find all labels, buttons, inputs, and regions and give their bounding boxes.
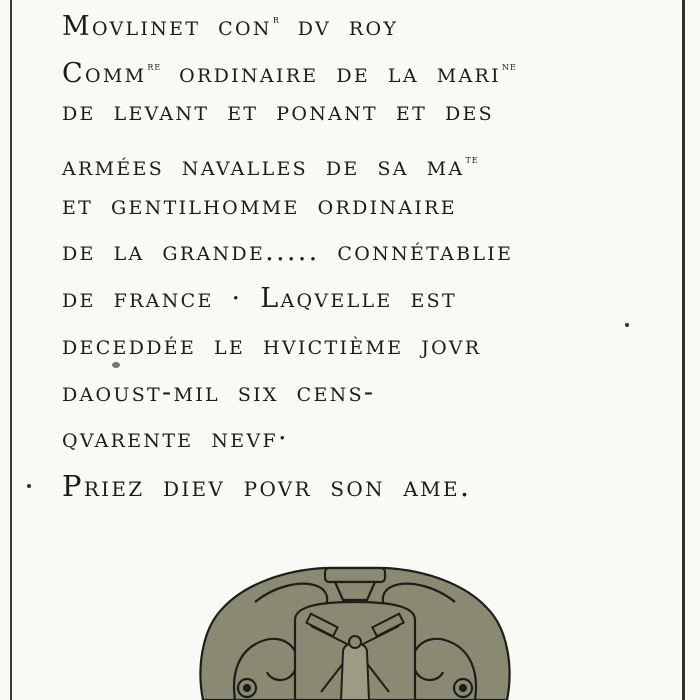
inscription-line: Priez diev povr son ame. [62,469,472,503]
inscription-line: Movlinet con$^r$ dv roy [62,11,399,42]
ink-speck [27,484,31,488]
inscription-line: daoust-mil six cens- [62,377,376,408]
inscription-line: de la grande..... connétablie [62,236,514,267]
windmill-crest-icon [195,560,515,700]
inscription-line: qvarente nevf· [62,423,289,454]
ink-speck [112,362,120,368]
inscription-line: et gentilhomme ordinaire [62,190,457,221]
inscription-line: de france · Laqvelle est [62,283,457,314]
inscription-line: Comm$^{re}$ ordinaire de la mari$^{ne}$ [62,58,517,89]
inscription-line: deceddée le hvictième jovr [62,330,482,361]
inscription-line: armées navalles de sa $ma^{te}$ [62,151,479,182]
frame-left-border [10,0,12,700]
inscription-line: de levant et ponant et des [62,96,494,127]
frame-right-border [682,0,685,700]
ink-speck [625,323,629,327]
